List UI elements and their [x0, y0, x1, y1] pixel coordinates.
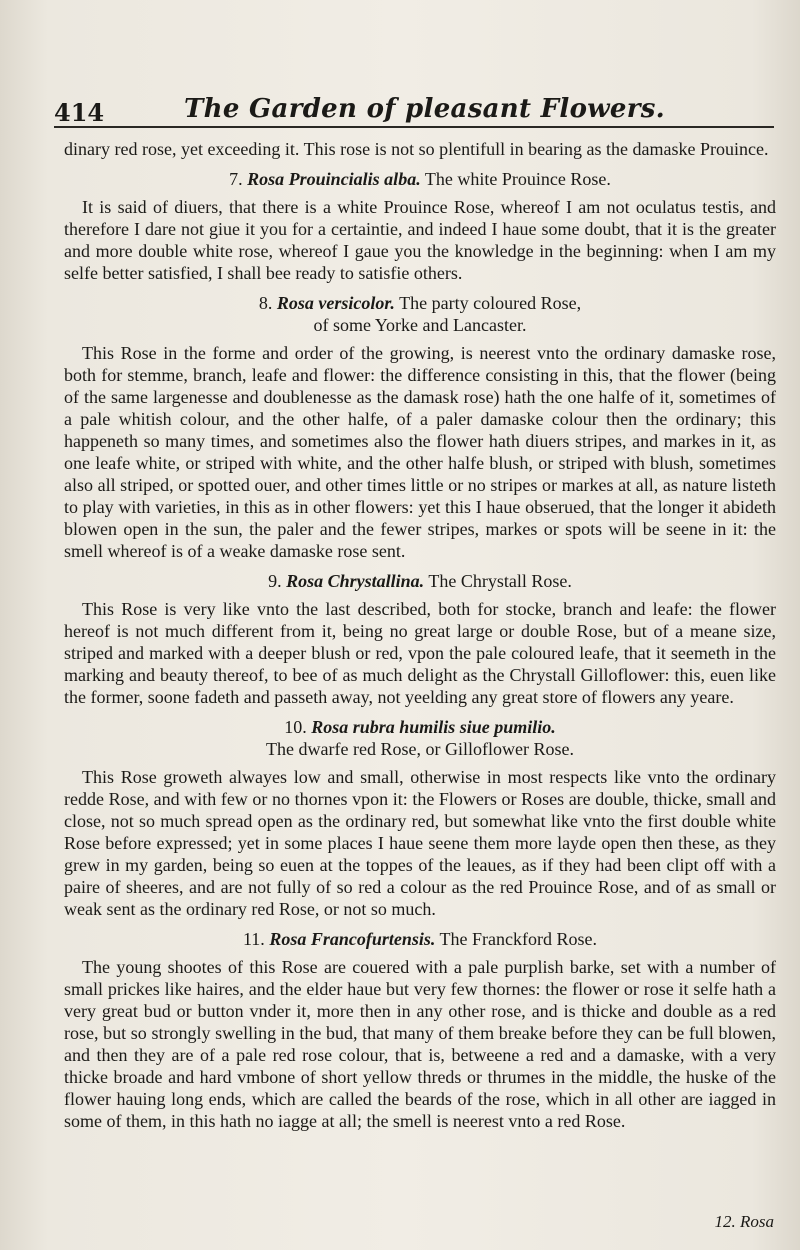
latin-name: Rosa Prouincialis alba. — [247, 169, 421, 189]
section-heading-11 — [64, 928, 776, 950]
intro-paragraph: dinary red rose, yet exceeding it. This rose is not so plentifull in bearing as the damaske Prouince. — [64, 139, 769, 159]
english-name: The Chrystall Rose. — [428, 571, 572, 591]
section-paragraph: This Rose in the forme and order of the growing, is neerest vnto the ordinary damaske rose, both for stemme, branch, leafe and flower: the difference consisting in this, that the flower (being of the same largenesse and doublenesse as the damask rose) hath the one halfe of it, sometimes of a pale whitish colour, and the other halfe, of a paler damaske colour then the ordinary; this happeneth so many times, and sometimes also the flower hath diuers stripes, and markes in it, as one leafe white, or striped with white, and the other halfe blush, or striped with blush, sometimes also all striped, or spotted ouer, and other times little or no stripes or markes at all, as nature listeth to play with varieties, in this as in other flowers: yet this I haue obserued, that the longer it abideth blowen open in the sun, the paler and the fewer stripes, markes or spots will be seene in it: the smell whereof is of a weake damaske rose sent. — [64, 343, 776, 561]
latin-name: Rosa versicolor. — [276, 293, 395, 313]
section-heading-7 — [64, 168, 776, 190]
latin-name: Rosa Francofurtensis. — [269, 929, 436, 949]
page-number: 414 — [54, 98, 105, 127]
english-name: The white Prouince Rose. — [424, 169, 611, 189]
latin-name: Rosa Chrystallina. — [286, 571, 425, 591]
section-number: 9. — [268, 571, 282, 591]
english-name: The Franckford Rose. — [439, 929, 598, 949]
section-number: 8. — [258, 293, 273, 313]
section-number: 10. — [284, 717, 307, 737]
english-name: The dwarfe red Rose, or Gilloflower Rose. — [266, 739, 574, 759]
section-heading-8 — [64, 292, 776, 336]
section-paragraph: The young shootes of this Rose are couered with a pale purplish barke, set with a number of small prickes like haires, and the elder haue but very few thornes: the flower or rose it selfe hath a very great bud or button vnder it, more then in any other rose, and is thicke and double as a red rose, but so strongly swelling in the bud, that many of them breake before they can be full blowen, and then they are of a pale red rose colour, that is, betweene a red and a damaske, with a very thicke broade and hard vmbone of short yellow threds or thrumes in the middle, the huske of the flower hauing long ends, which are called the beards of the rose, which in all other are iagged in some of them, in this hath no iagge at all; the smell is neerest vnto a red Rose. — [64, 957, 776, 1131]
section-number: 7. — [229, 169, 243, 189]
catchword: 12. Rosa — [714, 1212, 774, 1231]
section-paragraph: This Rose is very like vnto the last described, both for stocke, branch and leafe: the flower hereof is not much different from it, being no great large or double Rose, but of a meane size, striped and marked with a deeper blush or red, vpon the pale coloured leafe, that it seemeth in the marking and beauty thereof, to bee of as much delight as the Chrystall Gilloflower: this, euen like the former, soone fadeth and passeth away, not yeelding any great store of flowers any yeare. — [64, 599, 776, 707]
section-heading-9 — [64, 570, 776, 592]
page-header — [54, 92, 774, 128]
latin-name: Rosa rubra humilis siue pumilio. — [311, 717, 556, 737]
section-paragraph: This Rose groweth alwayes low and small, otherwise in most respects like vnto the ordinary redde Rose, and with few or no thornes vpon it: the Flowers or Roses are double, thicke, small and close, not so much spread open as the ordinary red, but somewhat like vnto the first double white Rose before expressed; yet in some places I haue seene them more layde open then these, as they grew in my garden, being so euen at the toppes of the leaues, as if they had been clipt off with a paire of sheeres, and are not fully of so red a colour as the red Prouince Rose, and of as small or weak sent as the ordinary red Rose, or not so much. — [64, 767, 776, 919]
section-paragraph: It is said of diuers, that there is a white Prouince Rose, whereof I am not oculatus testis, and therefore I dare not giue it you for a certaintie, and indeed I haue some doubt, that it is the greater and more double white rose, whereof I gaue you the knowledge in the beginning: when I am my selfe better satisfied, I shall bee ready to satisfie others. — [64, 197, 776, 283]
body-text — [64, 138, 776, 1132]
section-number: 11. — [242, 929, 265, 949]
english-name-continued: of some Yorke and Lancaster. — [313, 315, 527, 335]
section-heading-10 — [64, 716, 776, 760]
running-head: The Garden of pleasant Flowers. — [184, 94, 666, 124]
english-name: The party coloured Rose, — [399, 293, 582, 313]
